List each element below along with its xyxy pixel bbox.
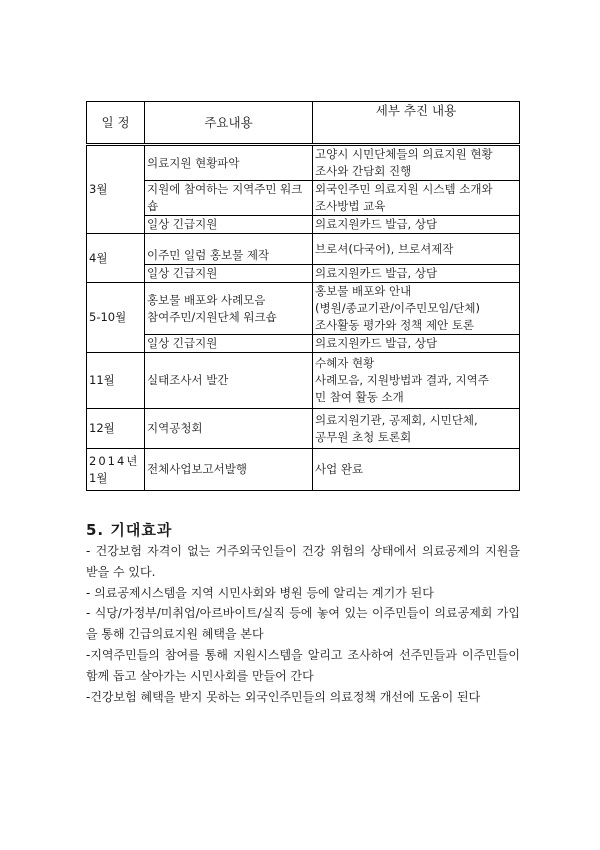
detail-cell: 의료지원카드 발급, 상담 bbox=[313, 216, 520, 234]
table-row bbox=[87, 335, 520, 353]
header-detail-content: 세부 추진 내용 bbox=[313, 102, 520, 145]
bullet-item: - 의료공제시스템을 지역 시민사회와 병원 등에 알리는 계기가 된다 bbox=[86, 585, 434, 600]
main-cell bbox=[145, 283, 313, 335]
detail-cell bbox=[313, 181, 520, 216]
detail-cell: 사업 완료 bbox=[313, 449, 520, 491]
main-cell: 전체사업보고서발행 bbox=[145, 449, 313, 491]
detail-line: 민 참여 활동 소개 bbox=[315, 390, 404, 404]
table-row bbox=[87, 283, 520, 335]
expected-effects-list bbox=[86, 541, 520, 707]
bullet-item: -지역주민들의 참여를 통해 지원시스템을 알리고 조사하여 선주민들과 이주민들이 함께 돕고 살아가는 시민사회를 만들어 간다 bbox=[86, 647, 520, 683]
date-line: 1월 bbox=[89, 470, 108, 485]
detail-line: 조사방법 교육 bbox=[315, 199, 386, 213]
date-cell bbox=[87, 449, 145, 491]
detail-cell bbox=[313, 283, 520, 335]
detail-line: 고양시 시민단체들의 의료지원 현황 bbox=[315, 147, 493, 161]
date-cell: 5-10월 bbox=[87, 283, 145, 353]
table-header-row bbox=[87, 102, 520, 145]
table-row bbox=[87, 145, 520, 181]
detail-cell bbox=[313, 409, 520, 449]
date-cell: 11월 bbox=[87, 353, 145, 409]
table-row bbox=[87, 234, 520, 265]
bullet-item: -건강보험 혜택을 받지 못하는 외국인주민들의 의료정책 개선에 도움이 된다 bbox=[86, 689, 481, 704]
detail-cell bbox=[313, 145, 520, 181]
date-cell: 4월 bbox=[87, 234, 145, 283]
main-cell: 일상 긴급지원 bbox=[145, 265, 313, 283]
detail-line: 조사활동 평가와 정책 제안 토론 bbox=[315, 318, 475, 332]
main-cell: 의료지원 현황파악 bbox=[145, 145, 313, 181]
bullet-item: - 건강보험 자격이 없는 거주외국인들이 건강 위험의 상태에서 의료공제의 지원을 받을 수 있다. bbox=[86, 544, 520, 579]
main-cell: 실태조사서 발간 bbox=[145, 353, 313, 409]
section-heading: 5. 기대효과 bbox=[86, 521, 173, 539]
header-schedule: 일 정 bbox=[87, 102, 145, 145]
main-cell: 지역공청회 bbox=[145, 409, 313, 449]
main-line: 참여주민/지원단체 워크숍 bbox=[147, 309, 277, 324]
detail-cell: 의료지원카드 발급, 상담 bbox=[313, 265, 520, 283]
detail-cell: 의료지원카드 발급, 상담 bbox=[313, 335, 520, 353]
date-line: 2014년 bbox=[89, 453, 140, 468]
main-cell: 지원에 참여하는 지역주민 워크숍 bbox=[145, 181, 313, 216]
main-cell: 이주민 일럼 홍보물 제작 bbox=[145, 234, 313, 265]
main-cell: 일상 긴급지원 bbox=[145, 335, 313, 353]
bullet-item: - 식당/가정부/미취업/아르바이트/실직 등에 놓여 있는 이주민들이 의료공제회 가입을 통해 긴급의료지원 혜택을 본다 bbox=[86, 606, 520, 642]
table-row bbox=[87, 449, 520, 491]
table-row bbox=[87, 409, 520, 449]
header-main-content: 주요내용 bbox=[145, 102, 313, 145]
detail-line: 사례모음, 지원방법과 결과, 지역주 bbox=[315, 373, 489, 387]
detail-line: (병원/종교기관/이주민모임/단체) bbox=[315, 301, 481, 315]
table-row bbox=[87, 353, 520, 409]
table-row bbox=[87, 216, 520, 234]
main-line: 홍보물 배포와 사례모음 bbox=[147, 292, 266, 307]
detail-line: 외국인주민 의료지원 시스템 소개와 bbox=[315, 182, 493, 196]
detail-cell: 브로셔(다국어), 브로셔제작 bbox=[313, 234, 520, 265]
table-row bbox=[87, 181, 520, 216]
detail-line: 공무원 초청 토론회 bbox=[315, 429, 412, 444]
detail-line: 의료지원기관, 공제회, 시민단체, bbox=[315, 412, 478, 427]
schedule-table bbox=[86, 101, 520, 491]
detail-line: 홍보물 배포와 안내 bbox=[315, 284, 412, 298]
detail-line: 수혜자 현황 bbox=[315, 356, 375, 370]
table-row bbox=[87, 265, 520, 283]
main-cell: 일상 긴급지원 bbox=[145, 216, 313, 234]
date-cell: 12월 bbox=[87, 409, 145, 449]
date-cell: 3월 bbox=[87, 145, 145, 234]
detail-line: 조사와 간담회 진행 bbox=[315, 164, 412, 178]
detail-cell bbox=[313, 353, 520, 409]
